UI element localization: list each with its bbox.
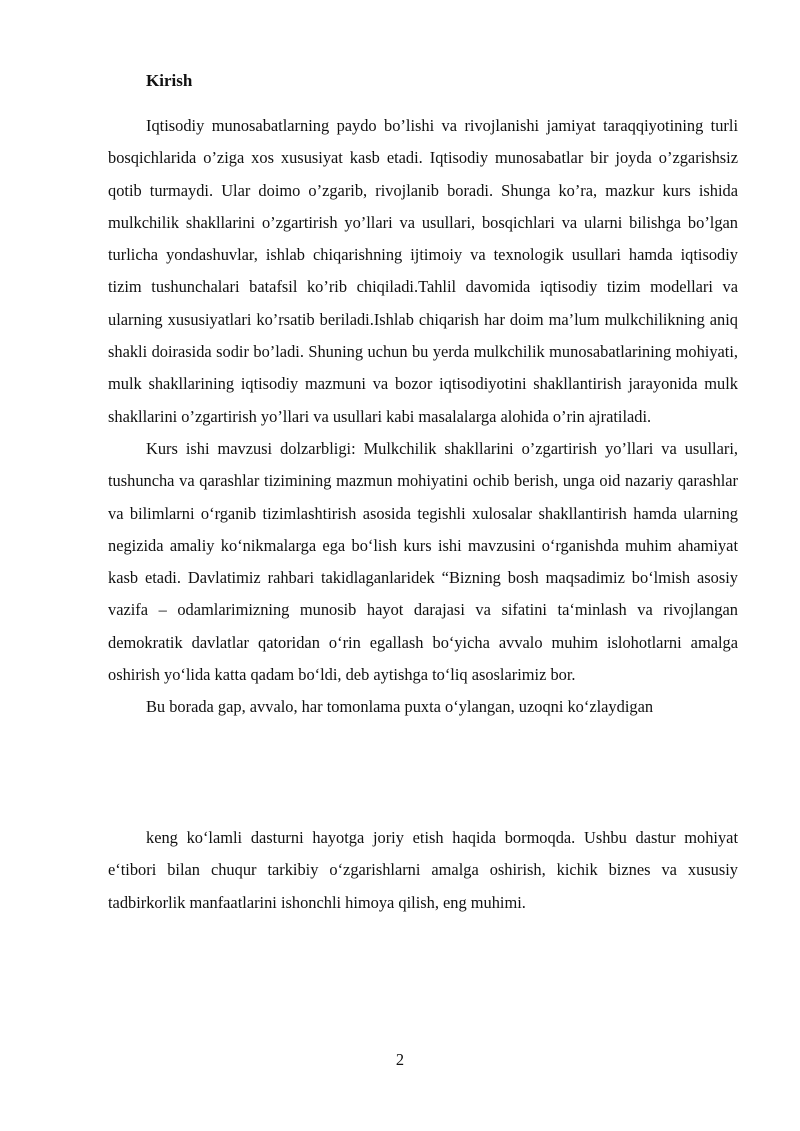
paragraph-intro: Iqtisodiy munosabatlarning paydo bo’lishi va rivojlanishi jamiyat taraqqiyotining turli bosqichlarida o’ziga xos xususiyat kasb etadi. Iqtisodiy munosabatlar bir joyda o’zgarishsiz qotib turmaydi. Ular doimo o’zgarib, rivojlanib boradi. Shunga ko’ra, mazkur kurs ishida mulkchilik shakllarini o’zgartirish yo’llari va usullari, bosqichlari va ularni bilishga bo’lgan turlicha yondashuvlar, ishlab chiqarishning ijtimoiy va texnologik usullari hamda iqtisodiy tizim tushunchalari batafsil ko’rib chiqiladi.Tahlil davomida iqtisodiy tizim modellari va ularning xususiyatlari ko’rsatib beriladi.Ishlab chiqarish har doim ma’lum mulkchilikning aniq shakli doirasida sodir bo’ladi. Shuning uchun bu yerda mulkchilik munosabatlarining mohiyati, mulk shakllarining iqtisodiy mazmuni va bozor iqtisodiyotini shakllantirish jarayonida mulk shakllarini o’zgartirish yo’llari va usullari kabi masalalarga alohida o’rin ajratiladi.: [108, 116, 738, 426]
body-text-block: [108, 110, 738, 724]
section-heading: Kirish: [146, 71, 193, 90]
page-number: 2: [395, 1050, 405, 1069]
body-text-block-continued: [108, 822, 738, 919]
paragraph-program-start: Bu borada gap, avvalo, har tomonlama puxta o‘ylangan, uzoqni ko‘zlaydigan: [146, 697, 654, 717]
paragraph-relevance: Kurs ishi mavzusi dolzarbligi: Mulkchilik shakllarini o’zgartirish yo’llari va usullari, tushuncha va qarashlar tizimining mazmun mohiyatini ochib berish, unga oid nazariy qarashlar va bilimlarni o‘rganib tizimlashtirish asosida tegishli xulosalar shakllantirish hamda ularning negizida amaliy ko‘nikmalarga ega bo‘lish kurs ishi mavzusini o‘rganishda muhim ahamiyat kasb etadi. Davlatimiz rahbari takidlaganlaridek “Bizning bosh maqsadimiz bo‘lmish asosiy vazifa – odamlarimizning munosib hayot darajasi va sifatini ta‘minlash va rivojlangan demokratik davlatlar qatoridan o‘rin egallash bo‘yicha avvalo muhim islohotlarni amalga oshirish yo‘lida katta qadam bo‘ldi, deb aytishga to‘liq asoslarimiz bor.: [108, 438, 738, 685]
paragraph-program-continued: keng ko‘lamli dasturni hayotga joriy etish haqida bormoqda. Ushbu dastur mohiyat e‘tibori bilan chuqur tarkibiy o‘zgarishlarni amalga oshirish, kichik biznes va xususiy tadbirkorlik manfaatlarini ishonchli himoya qilish, eng muhimi.: [108, 828, 738, 912]
